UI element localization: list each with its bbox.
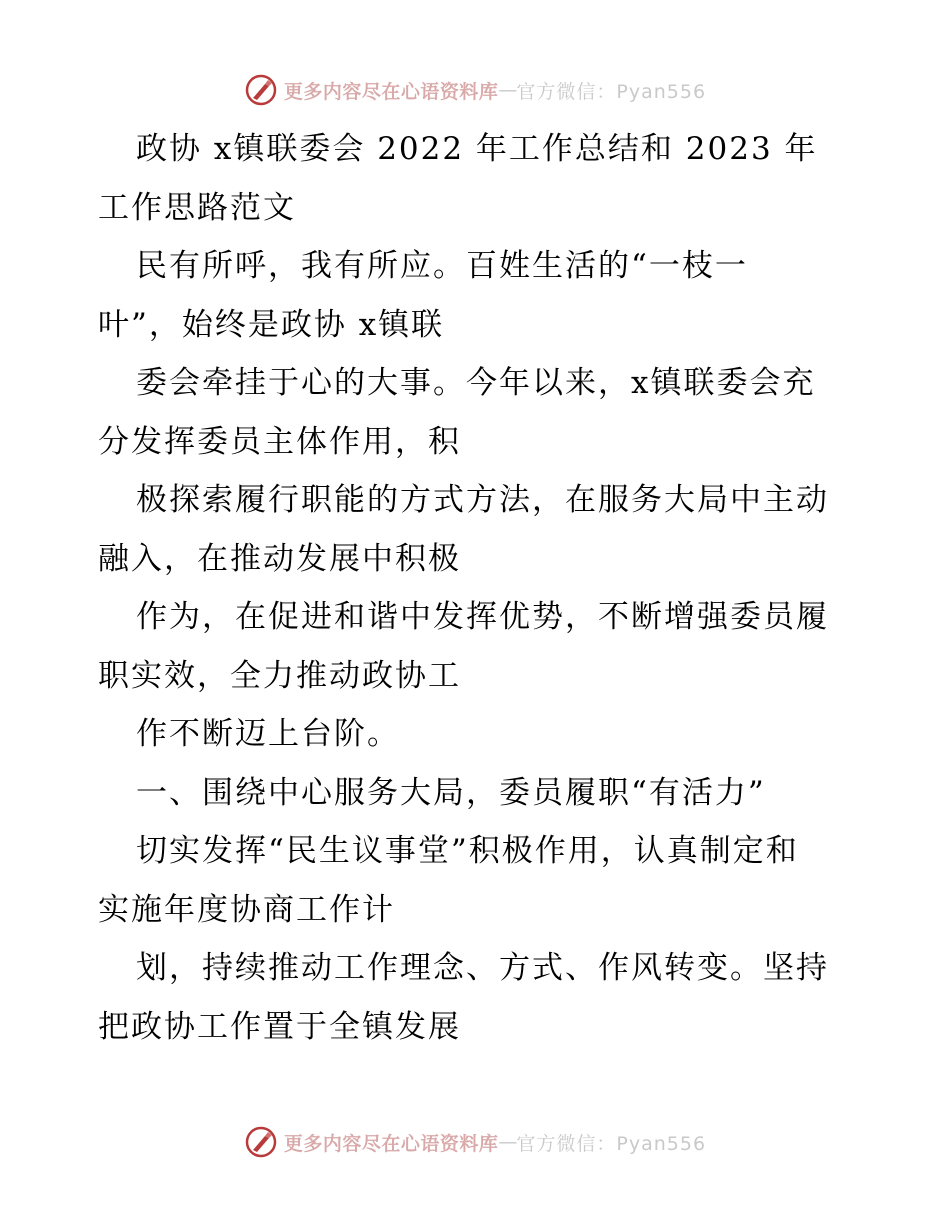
text-line: 作不断迈上台阶。 (136, 716, 400, 752)
document-body (98, 120, 858, 1056)
document-title-line-1: 政协 x镇联委会 2022 年工作总结和 2023 年 (136, 131, 818, 167)
text-line: 职实效，全力推动政协工 (98, 657, 461, 694)
watermark-separator: — (498, 1131, 517, 1153)
watermark-contact: 官方微信：Pyan556 (516, 80, 707, 103)
pen-circle-logo-icon (244, 73, 278, 107)
text-line: 分发挥委员主体作用，积 (98, 423, 461, 460)
text-line: 把政协工作置于全镇发展 (98, 1008, 461, 1045)
watermark-text: 更多内容尽在心语资料库 (283, 80, 499, 103)
footer-watermark (0, 1122, 950, 1162)
text-line: 民有所呼，我有所应。百姓生活的“一枝一 (136, 248, 748, 284)
text-line: 委会牵挂于心的大事。今年以来，x镇联委会充 (136, 365, 816, 401)
watermark-contact: 官方微信：Pyan556 (516, 1132, 707, 1155)
document-title-line-2: 工作思路范文 (98, 189, 296, 226)
text-line: 极探索履行职能的方式方法，在服务大局中主动 (136, 482, 829, 518)
watermark-text: 更多内容尽在心语资料库 (283, 1132, 499, 1155)
text-line: 切实发挥“民生议事堂”积极作用，认真制定和 (136, 833, 799, 869)
text-line: 实施年度协商工作计 (98, 891, 395, 928)
watermark-separator: — (498, 79, 517, 101)
text-line: 融入，在推动发展中积极 (98, 540, 461, 577)
text-line: 划，持续推动工作理念、方式、作风转变。坚持 (136, 950, 829, 986)
pen-circle-logo-icon (244, 1125, 278, 1159)
section-heading: 一、围绕中心服务大局，委员履职“有活力” (136, 774, 766, 811)
text-line: 作为，在促进和谐中发挥优势，不断增强委员履 (136, 599, 829, 635)
header-watermark (0, 70, 950, 110)
text-line: 叶”，始终是政协 x镇联 (98, 306, 445, 343)
